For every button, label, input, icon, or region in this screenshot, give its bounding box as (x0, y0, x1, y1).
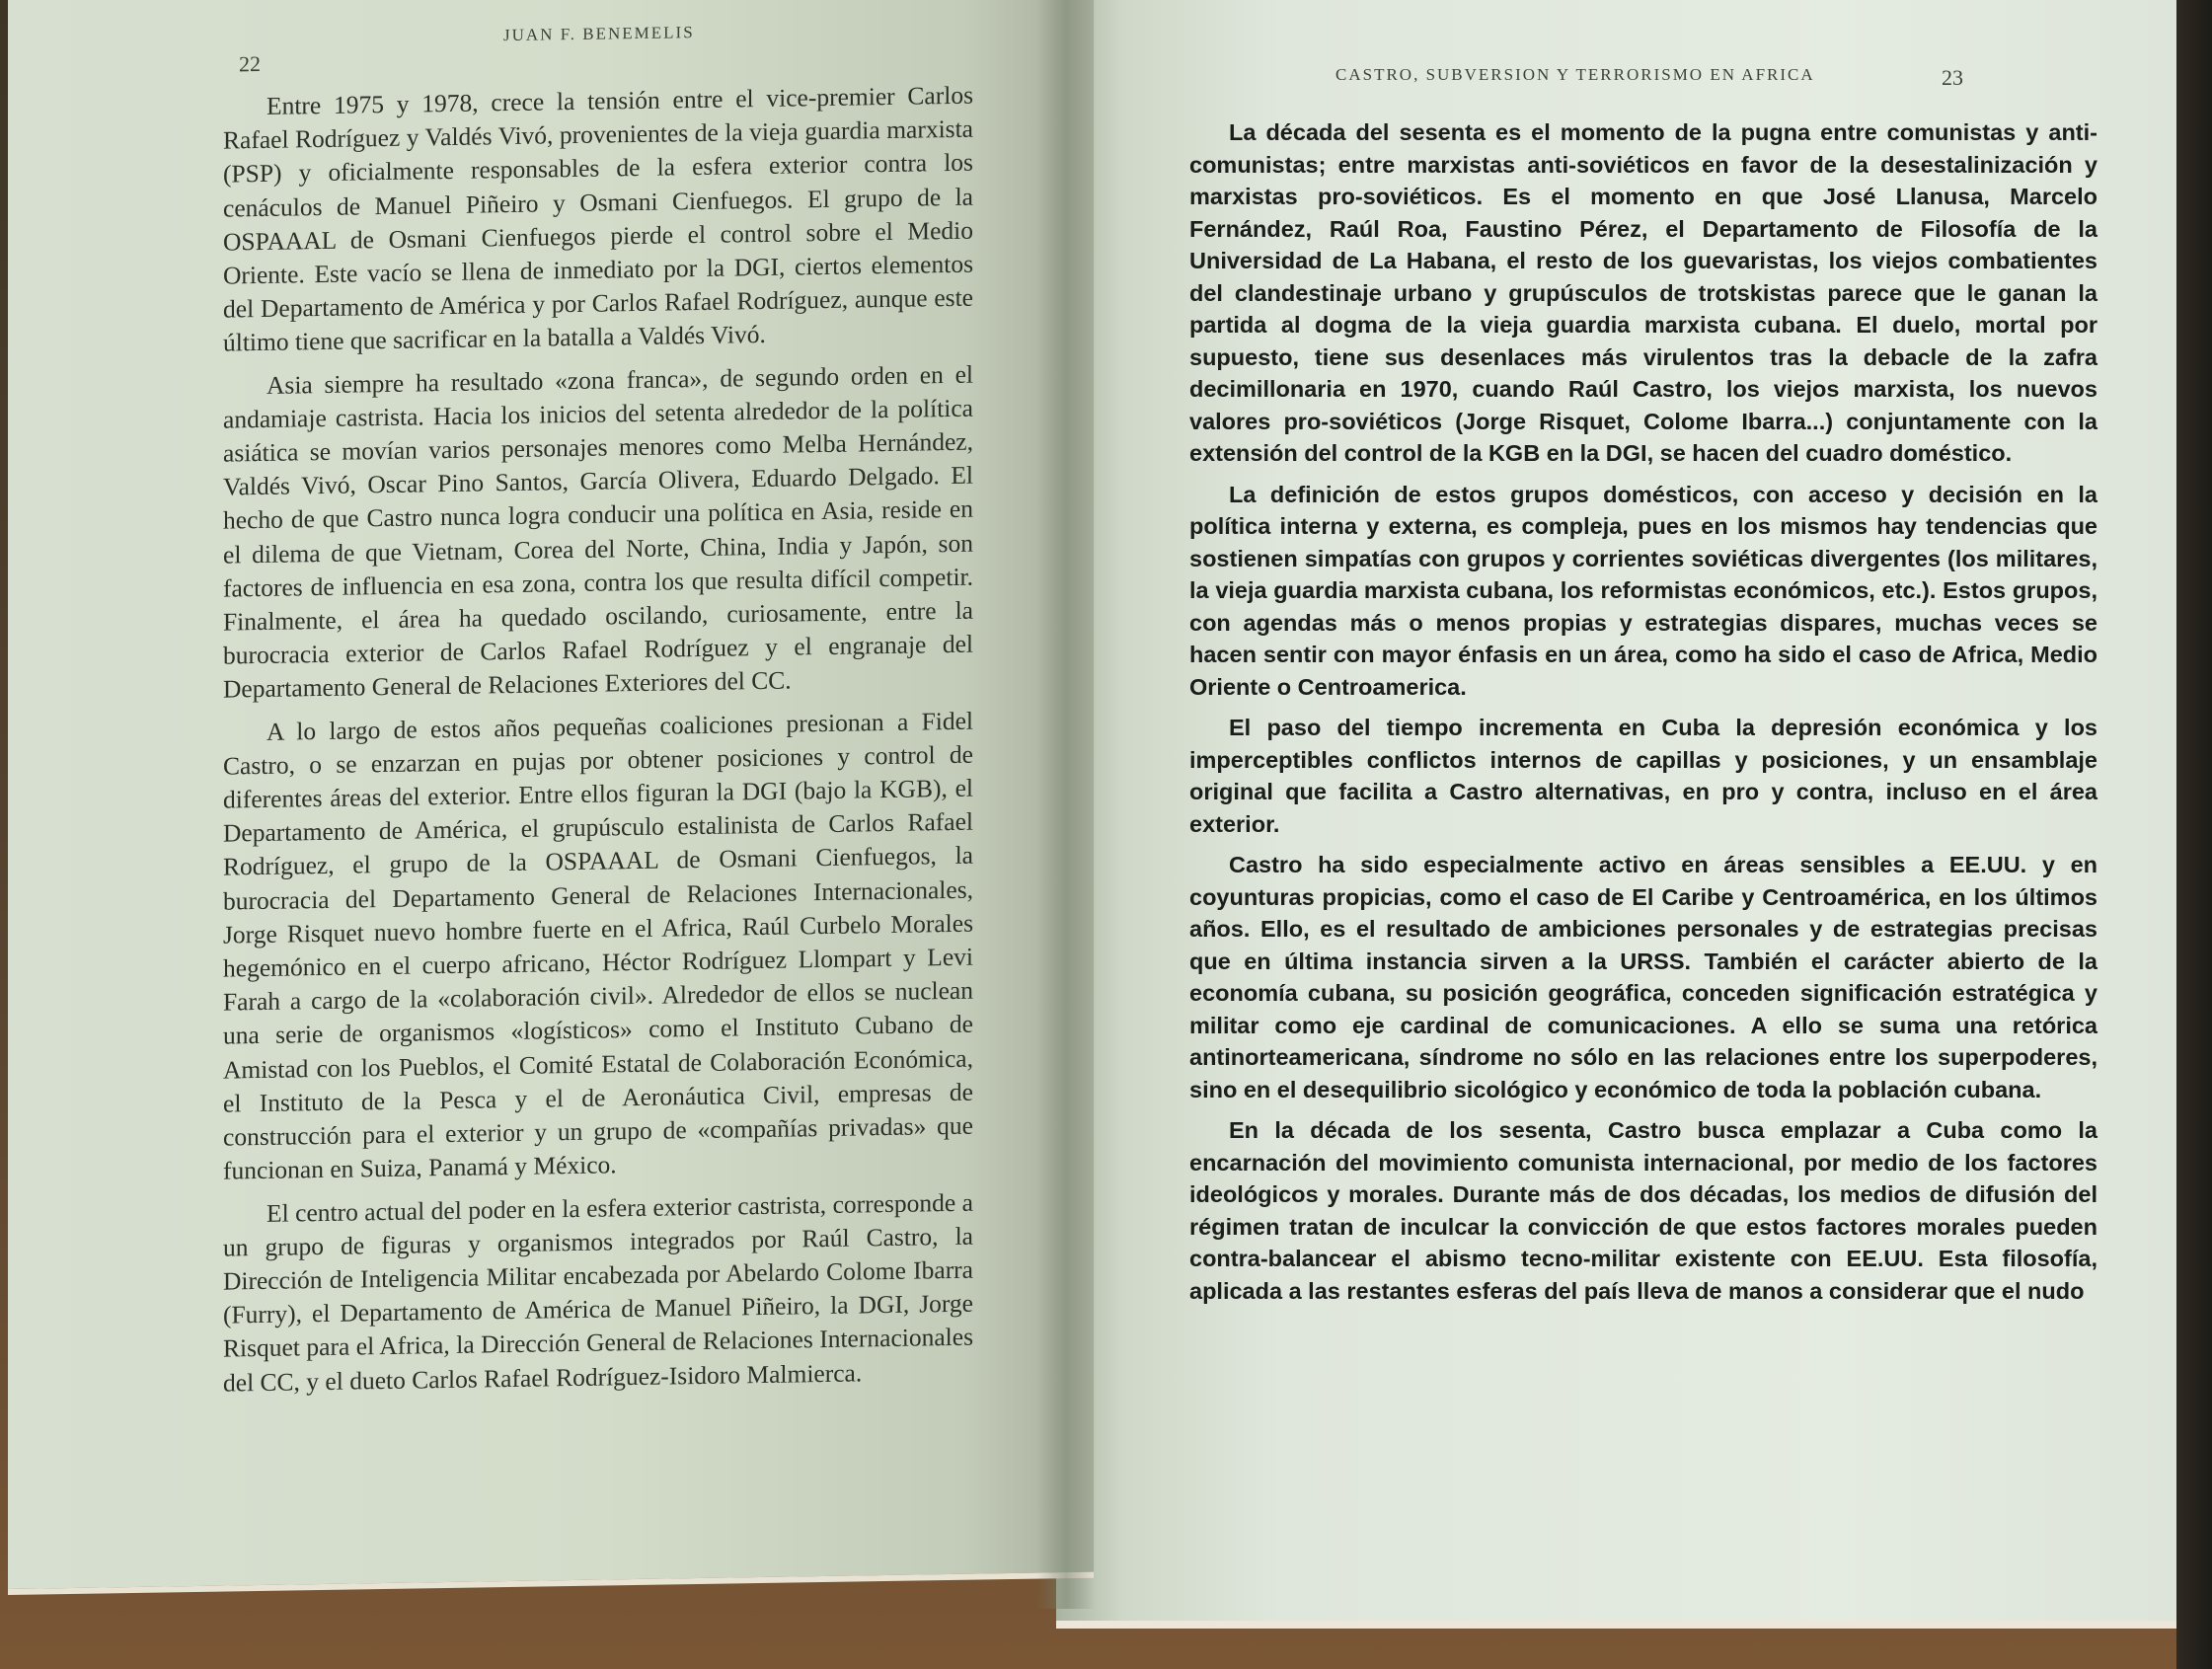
book-fore-edge (2176, 0, 2212, 1669)
left-text-block (223, 79, 973, 1409)
running-head-left: JUAN F. BENEMELIS (503, 23, 695, 45)
running-head-right: CASTRO, SUBVERSION Y TERRORISMO EN AFRICA (1335, 65, 1815, 84)
paragraph: A lo largo de estos años pequeñas coaliciones presionan a Fidel Castro, o se enzarzan en pujas por obtener posiciones y control de diferentes áreas del exterior. Entre ellos figuran la DGI (bajo la KGB), el Departamento de América, el grupúsculo estalinista de Carlos Rafael Rodríguez, el grupo de la OSPAAAL de Osmani Cienfuegos, la burocracia del Departamento General de Relaciones Internacionales, Jorge Risquet nuevo hombre fuerte en el Africa, Raúl Curbelo Morales hegemónico en el cuerpo africano, Héctor Rodríguez Llompart y Levi Farah a cargo de la «colaboración civil». Alrededor de ellos se nuclean una serie de organismos «logísticos» como el Instituto Cubano de Amistad con los Pueblos, el Comité Estatal de Colaboración Económica, el Instituto de la Pesca y el de Aeronáutica Civil, empresas de construcción para el exterior y un grupo de «compañías privadas» que funcionan en Suiza, Panamá y México. (223, 706, 973, 1185)
paragraph: La década del sesenta es el momento de la pugna entre comunistas y anti-comunistas; entre marxistas anti-soviéticos en favor de la desestalinización y marxistas pro-soviéticos. Es el momento en que José Llanusa, Marcelo Fernández, Raúl Roa, Faustino Pérez, el Departamento de Filosofía de la Universidad de La Habana, el resto de los guevaristas, los viejos combatientes del clandestinaje urbano y grupúsculos de trotskistas parece que le ganan la partida al dogma de la vieja guardia marxista cubana. El duelo, mortal por supuesto, tiene sus desenlaces más virulentos tras la debacle de la zafra decimillonaria en 1970, cuando Raúl Castro, los viejos marxista, los nuevos valores pro-soviéticos (Jorge Risquet, Colome Ibarra...) conjuntamente con la extensión del control de la KGB en la DGI, se hacen del cuadro doméstico. (1189, 119, 2098, 466)
right-text-block (1189, 116, 2098, 1316)
page-number-right: 23 (1942, 65, 1963, 90)
paragraph: Asia siempre ha resultado «zona franca», de segundo orden en el andamiaje castrista. Hacia los inicios del setenta alrededor de la política asiática se movían varios personajes menores como Melba Hernández, Valdés Vivó, Oscar Pino Santos, García Olivera, Eduardo Delgado. El hecho de que Castro nunca logra conducir una política en Asia, reside en el dilema de que Vietnam, Corea del Norte, China, India y Japón, son factores de influencia en esa zona, contra los que resulta difícil competir. Finalmente, el área ha quedado oscilando, curiosamente, entre la burocracia exterior de Carlos Rafael Rodríguez y el engranaje del Departamento General de Relaciones Exteriores del CC. (223, 359, 973, 705)
left-page (8, 0, 1094, 1595)
page-number-left: 22 (239, 50, 261, 77)
paragraph: Castro ha sido especialmente activo en áreas sensibles a EE.UU. y en coyunturas propicias, como el caso de El Caribe y Centroamérica, en los últimos años. Ello, es el resultado de ambiciones personales y de estrategias precisas que en última instancia sirven a la URSS. También el carácter abierto de la economía cubana, su posición geográfica, conceden significación estratégica y militar como eje cardinal de comunicaciones. A ello se suma una retórica antinorteamericana, síndrome no sólo en las relaciones entre los superpoderes, sino en el desequilibrio sicológico y económico de toda la población cubana. (1189, 852, 2098, 1102)
paragraph: Entre 1975 y 1978, crece la tensión entre el vice-premier Carlos Rafael Rodríguez y Valdés Vivó, provenientes de la vieja guardia marxista (PSP) y oficialmente responsables de la esfera exterior contra los cenáculos de Manuel Piñeiro y Osmani Cienfuegos. El grupo de la OSPAAAL de Osmani Cienfuegos pierde el control sobre el Medio Oriente. Este vacío se llena de inmediato por la DGI, ciertos elementos del Departamento de América y por Carlos Rafael Rodríguez, aunque este último tiene que sacrificar en la batalla a Valdés Vivó. (223, 80, 973, 357)
book-gutter-shadow (1036, 0, 1096, 1609)
paragraph: El paso del tiempo incrementa en Cuba la depresión económica y los imperceptibles conflictos internos de capillas y posiciones, y un ensamblaje original que facilita a Castro alternativas, en pro y contra, incluso en el área exterior. (1189, 715, 2098, 837)
paragraph: La definición de estos grupos domésticos, con acceso y decisión en la política interna y externa, es compleja, pues en los mismos hay tendencias que sostienen simpatías con grupos y corrientes soviéticas divergentes (los militares, la vieja guardia marxista cubana, los reformistas económicos, etc.). Estos grupos, con agendas más o menos propias y estrategias dispares, muchas veces se hacen sentir con mayor énfasis en un área, como ha sido el caso de Africa, Medio Oriente o Centroamerica. (1189, 481, 2098, 700)
right-page (1056, 0, 2176, 1629)
paragraph: El centro actual del poder en la esfera exterior castrista, corresponde a un grupo de figuras y organismos integrados por Raúl Castro, la Dirección de Inteligencia Militar encabezada por Abelardo Colome Ibarra (Furry), el Departamento de América de Manuel Piñeiro, la DGI, Jorge Risquet para el Africa, la Dirección General de Relaciones Internacionales del CC, y el dueto Carlos Rafael Rodríguez-Isidoro Malmierca. (223, 1187, 973, 1398)
paragraph: En la década de los sesenta, Castro busca emplazar a Cuba como la encarnación del movimiento comunista internacional, por medio de los factores ideológicos y morales. Durante más de dos décadas, los medios de difusión del régimen tratan de inculcar la convicción de que estos factores morales pueden contra-balancear el abismo tecno-militar existente con EE.UU. Esta filosofía, aplicada a las restantes esferas del país lleva de manos a considerar que el nudo (1189, 1117, 2098, 1304)
